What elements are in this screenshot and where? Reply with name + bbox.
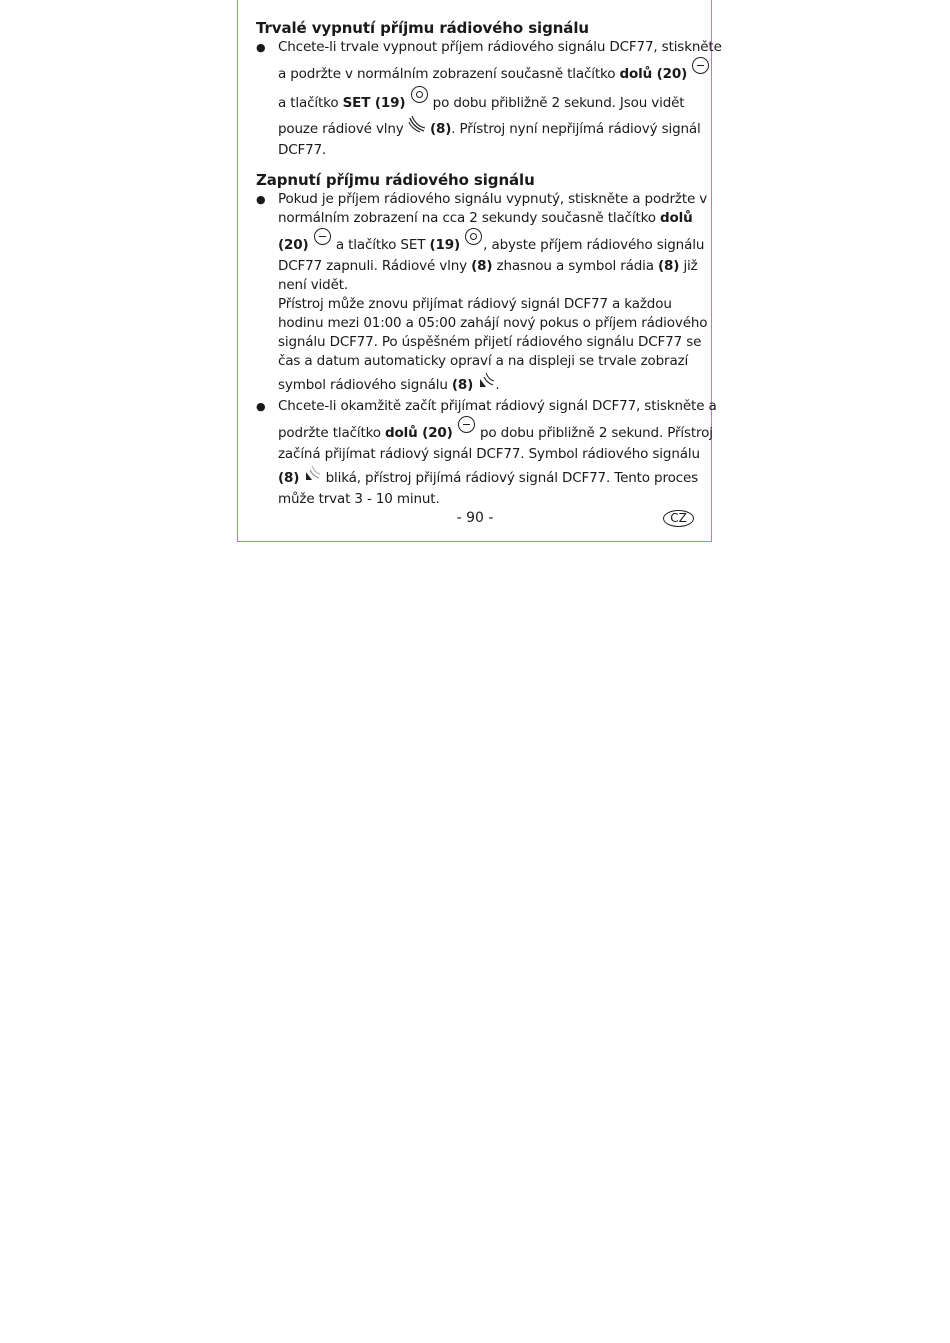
set-button-icon (465, 228, 482, 245)
bullet-list-disable (256, 38, 722, 160)
bullet-list-enable (256, 190, 717, 509)
text-line: (8) bliká, přístroj přijímá rádiový signál DCF77. Tento proces (278, 464, 696, 490)
text-line: a podržte v normálním zobrazení současně tlačítko dolů (20) (278, 57, 696, 86)
manual-content (256, 18, 722, 509)
text-line: hodinu mezi 01:00 a 05:00 zahájí nový pokus o příjem rádiového (278, 315, 708, 331)
text-line: podržte tlačítko dolů (20) po dobu přibližně 2 sekund. Přístroj (278, 416, 696, 445)
text-line: symbol rádiového signálu (8) . (278, 371, 696, 397)
minus-button-icon (458, 416, 475, 433)
text-line: DCF77. (278, 142, 327, 158)
text-line: normálním zobrazení na cca 2 sekundy současně tlačítko dolů (278, 210, 693, 226)
text-line: čas a datum automaticky opraví a na displeji se trvale zobrazí (278, 353, 689, 369)
text-line: začíná přijímat rádiový signál DCF77. Symbol rádiového signálu (278, 446, 700, 462)
section-heading-disable-radio: Trvalé vypnutí příjmu rádiového signálu (256, 19, 589, 37)
text-line: může trvat 3 - 10 minut. (278, 491, 440, 507)
language-badge: CZ (663, 510, 694, 527)
minus-button-icon (314, 228, 331, 245)
text-line: Chcete-li trvale vypnout příjem rádiového signálu DCF77, stiskněte (278, 39, 722, 55)
text-line: Chcete-li okamžitě začít přijímat rádiový signál DCF77, stiskněte a (278, 398, 717, 414)
bullet-icon: ● (256, 400, 266, 413)
text-line: Přístroj může znovu přijímat rádiový signál DCF77 a každou (278, 296, 672, 312)
text-line: není vidět. (278, 277, 349, 293)
text-line: a tlačítko SET (19) po dobu přibližně 2 sekund. Jsou vidět (278, 86, 696, 115)
bullet-icon: ● (256, 193, 266, 206)
radio-signal-icon (303, 464, 321, 482)
text-line: pouze rádiové vlny (8). Přístroj nyní nepřijímá rádiový signál (278, 115, 696, 141)
section-heading-enable-radio: Zapnutí příjmu rádiového signálu (256, 171, 535, 189)
text-line: (20) a tlačítko SET (19) , abyste příjem rádiového signálu (278, 228, 696, 257)
radio-waves-icon (408, 115, 426, 133)
text-line: signálu DCF77. Po úspěšném přijetí rádiového signálu DCF77 se (278, 334, 702, 350)
set-button-icon (411, 86, 428, 103)
list-item (256, 38, 722, 160)
radio-signal-icon (477, 371, 495, 389)
text-line: DCF77 zapnuli. Rádiové vlny (8) zhasnou a symbol rádia (8) již (278, 258, 698, 274)
list-item (256, 397, 717, 509)
list-item (256, 190, 708, 397)
bullet-icon: ● (256, 41, 266, 54)
text-line: Pokud je příjem rádiového signálu vypnutý, stiskněte a podržte v (278, 191, 708, 207)
page-number: - 90 - (456, 510, 494, 526)
